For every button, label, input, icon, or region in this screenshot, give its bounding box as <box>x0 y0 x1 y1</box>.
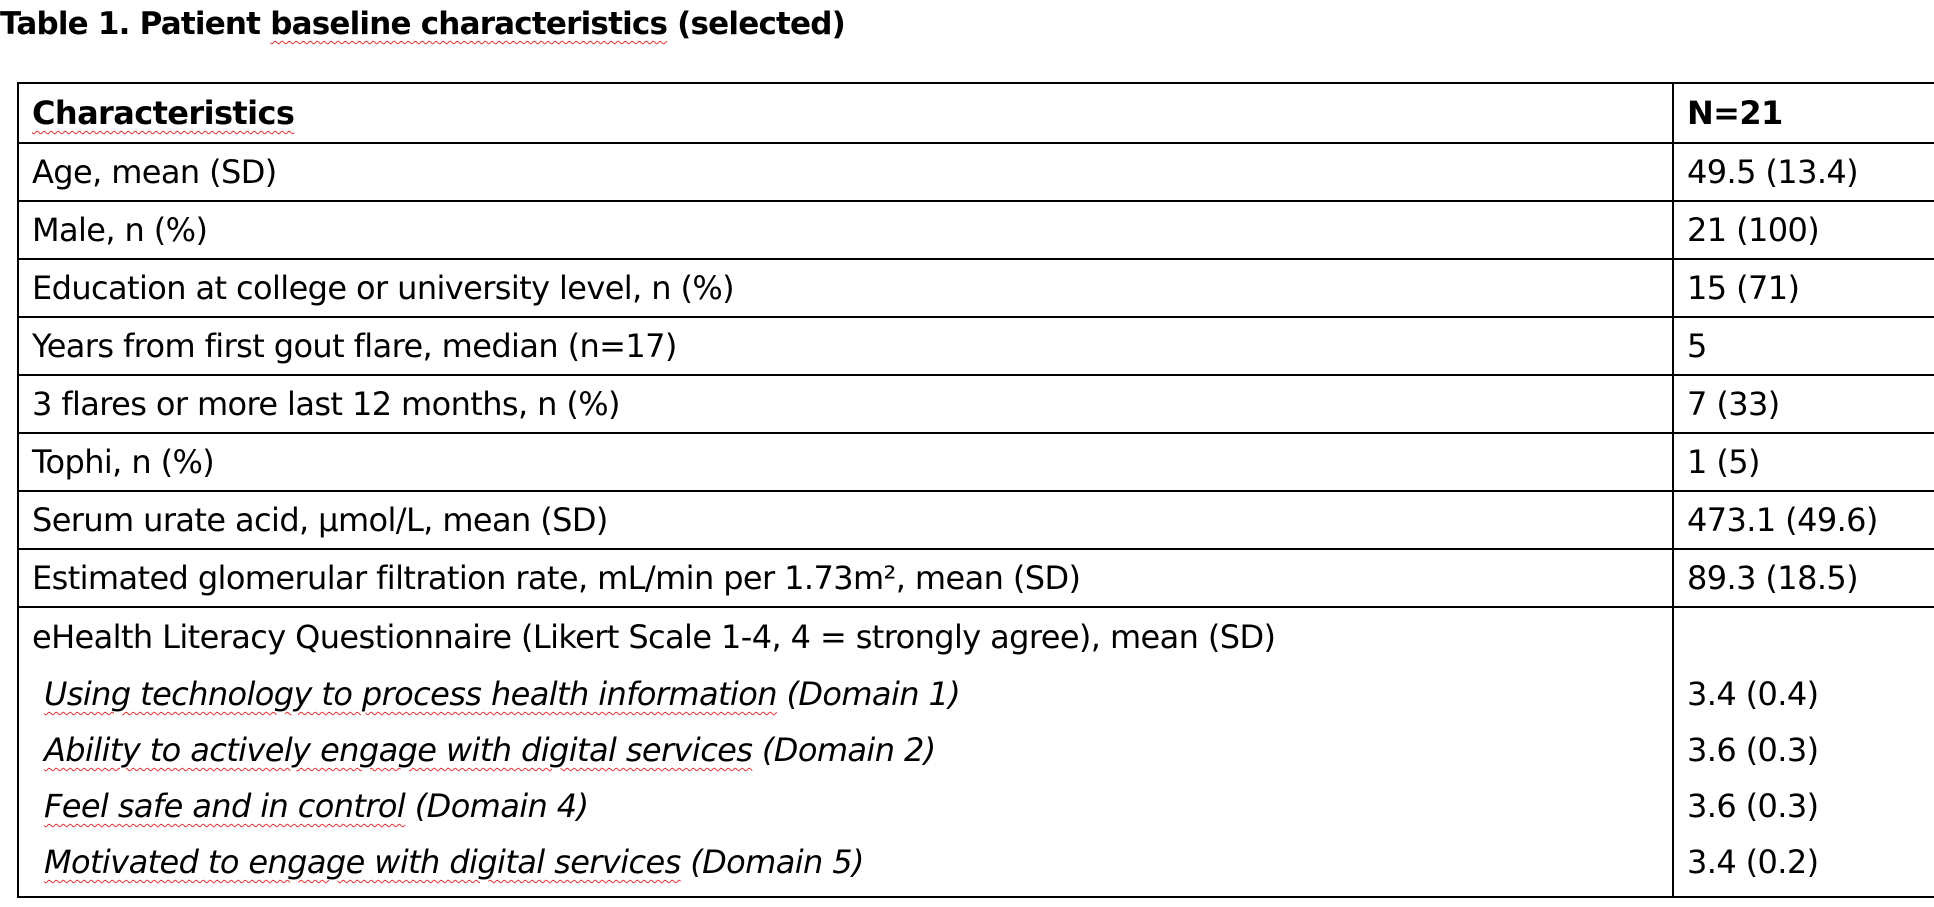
list-item <box>32 778 1672 834</box>
table-header-row <box>18 83 1934 143</box>
table-row <box>18 317 1934 375</box>
domain-item-value: 3.4 (0.2) <box>1687 843 1819 881</box>
row-value-cell: 1 (5) <box>1673 433 1934 491</box>
row-label-cell: Male, n (%) <box>18 201 1673 259</box>
table-row <box>18 491 1934 549</box>
table-row <box>18 259 1934 317</box>
caption-prefix: Table 1. Patient <box>0 6 271 42</box>
row-value-cell: 7 (33) <box>1673 375 1934 433</box>
list-item <box>32 722 1672 778</box>
table-row <box>18 549 1934 607</box>
domain-item-label: Using technology to process health information <box>44 675 777 713</box>
domain-item-value: 3.6 (0.3) <box>1687 787 1819 825</box>
domain-item-tag: (Domain 4) <box>414 787 589 825</box>
domain-item-value: 3.6 (0.3) <box>1687 731 1819 769</box>
row-label-cell: Education at college or university level, n (%) <box>18 259 1673 317</box>
ehealth-questionnaire-heading: eHealth Literacy Questionnaire (Likert Scale 1-4, 4 = strongly agree), mean (SD) <box>32 618 1276 656</box>
caption-underlined-text: baseline characteristics <box>270 6 668 42</box>
domain-item-value: 3.4 (0.4) <box>1687 675 1819 713</box>
header-characteristics-cell <box>18 83 1673 143</box>
ehealth-heading-value-blank <box>1687 614 1934 666</box>
list-item <box>32 834 1672 890</box>
list-item <box>32 666 1672 722</box>
domain-item-label: Motivated to engage with digital services <box>44 843 681 881</box>
table-row <box>18 201 1934 259</box>
row-label-cell: Tophi, n (%) <box>18 433 1673 491</box>
header-characteristics-label: Characteristics <box>32 94 295 132</box>
domain-item-tag: (Domain 2) <box>761 731 936 769</box>
row-label-cell: Age, mean (SD) <box>18 143 1673 201</box>
domain-item-label: Feel safe and in control <box>44 787 406 825</box>
table-row <box>18 433 1934 491</box>
table-row <box>18 143 1934 201</box>
ehealth-label-cell <box>18 607 1673 897</box>
ehealth-value-cell <box>1673 607 1934 897</box>
row-label-cell: Estimated glomerular filtration rate, mL/min per 1.73m², mean (SD) <box>18 549 1673 607</box>
row-value-cell: 473.1 (49.6) <box>1673 491 1934 549</box>
header-n-cell: N=21 <box>1673 83 1934 143</box>
row-label-cell: Years from first gout flare, median (n=17) <box>18 317 1673 375</box>
row-label-cell: Serum urate acid, µmol/L, mean (SD) <box>18 491 1673 549</box>
row-value-cell: 49.5 (13.4) <box>1673 143 1934 201</box>
row-value-cell: 21 (100) <box>1673 201 1934 259</box>
row-label-cell: 3 flares or more last 12 months, n (%) <box>18 375 1673 433</box>
table-caption <box>0 2 845 46</box>
row-value-cell: 5 <box>1673 317 1934 375</box>
domain-item-tag: (Domain 5) <box>690 843 864 881</box>
baseline-characteristics-table <box>17 82 1934 898</box>
row-value-cell: 15 (71) <box>1673 259 1934 317</box>
row-value-cell: 89.3 (18.5) <box>1673 549 1934 607</box>
caption-suffix: (selected) <box>667 6 846 42</box>
ehealth-group-row <box>18 607 1934 897</box>
domain-item-tag: (Domain 1) <box>786 675 961 713</box>
table-row <box>18 375 1934 433</box>
domain-item-label: Ability to actively engage with digital services <box>44 731 753 769</box>
